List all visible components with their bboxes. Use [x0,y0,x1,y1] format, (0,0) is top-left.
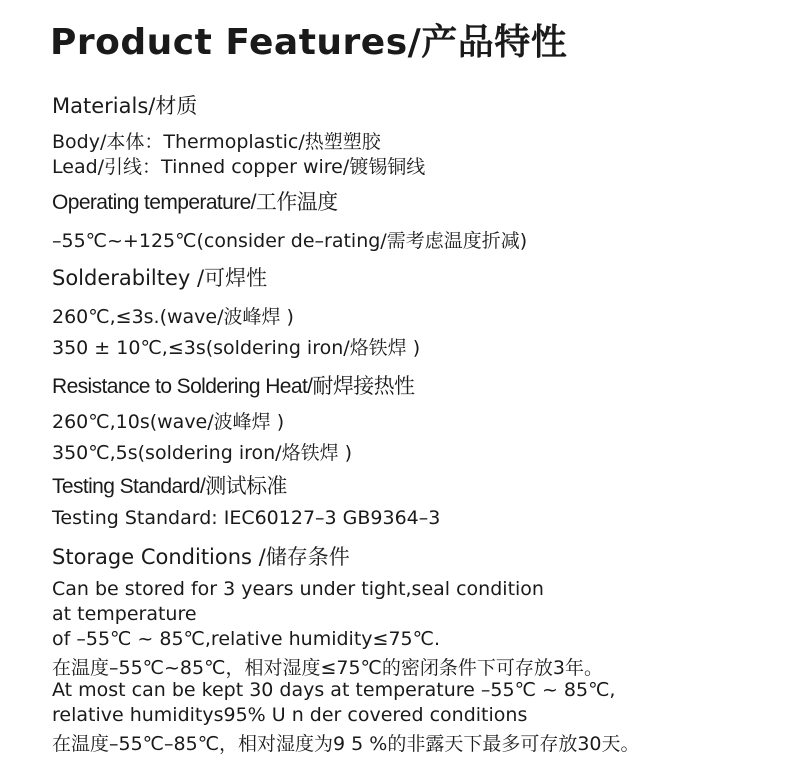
operating-temperature-line: –55℃~+125℃(consider de–rating/需考虑温度折减) [52,230,528,252]
testing-standard-heading: Testing Standard/测试标准 [52,475,287,498]
solderability-iron-line: 350 ± 10℃,≤3s(soldering iron/烙铁焊 ) [52,337,421,359]
storage-line: Can be stored for 3 years under tight,seal condition [52,578,544,600]
resistance-wave-line: 260℃,10s(wave/波峰焊 ) [52,411,285,433]
storage-line: At most can be kept 30 days at temperature –55℃ ~ 85℃, [52,679,616,701]
page-title: Product Features/产品特性 [50,22,568,63]
materials-lead-line: Lead/引线：Tinned copper wire/镀锡铜线 [52,156,426,178]
storage-line: 在温度–55℃–85℃，相对湿度为9 5 %的非露天下最多可存放30天。 [52,733,640,755]
operating-temperature-heading: Operating temperature/工作温度 [52,191,338,214]
resistance-iron-line: 350℃,5s(soldering iron/烙铁焊 ) [52,442,353,464]
storage-line: 在温度–55℃~85℃，相对湿度≤75℃的密闭条件下可存放3年。 [52,657,603,679]
storage-conditions-heading: Storage Conditions /储存条件 [52,545,350,569]
testing-standard-line: Testing Standard: IEC60127–3 GB9364–3 [52,507,441,529]
storage-line: relative humiditys95% U n der covered conditions [52,704,528,726]
solderability-wave-line: 260℃,≤3s.(wave/波峰焊 ) [52,306,294,328]
storage-line: at temperature [52,603,197,625]
materials-body-line: Body/本体：Thermoplastic/热塑塑胶 [52,131,381,153]
solderability-heading: Solderabiltey /可焊性 [52,266,268,290]
materials-heading: Materials/材质 [52,94,198,118]
resistance-heading: Resistance to Soldering Heat/耐焊接热性 [52,375,415,398]
storage-line: of –55℃ ~ 85℃,relative humidity≤75℃. [52,628,441,650]
